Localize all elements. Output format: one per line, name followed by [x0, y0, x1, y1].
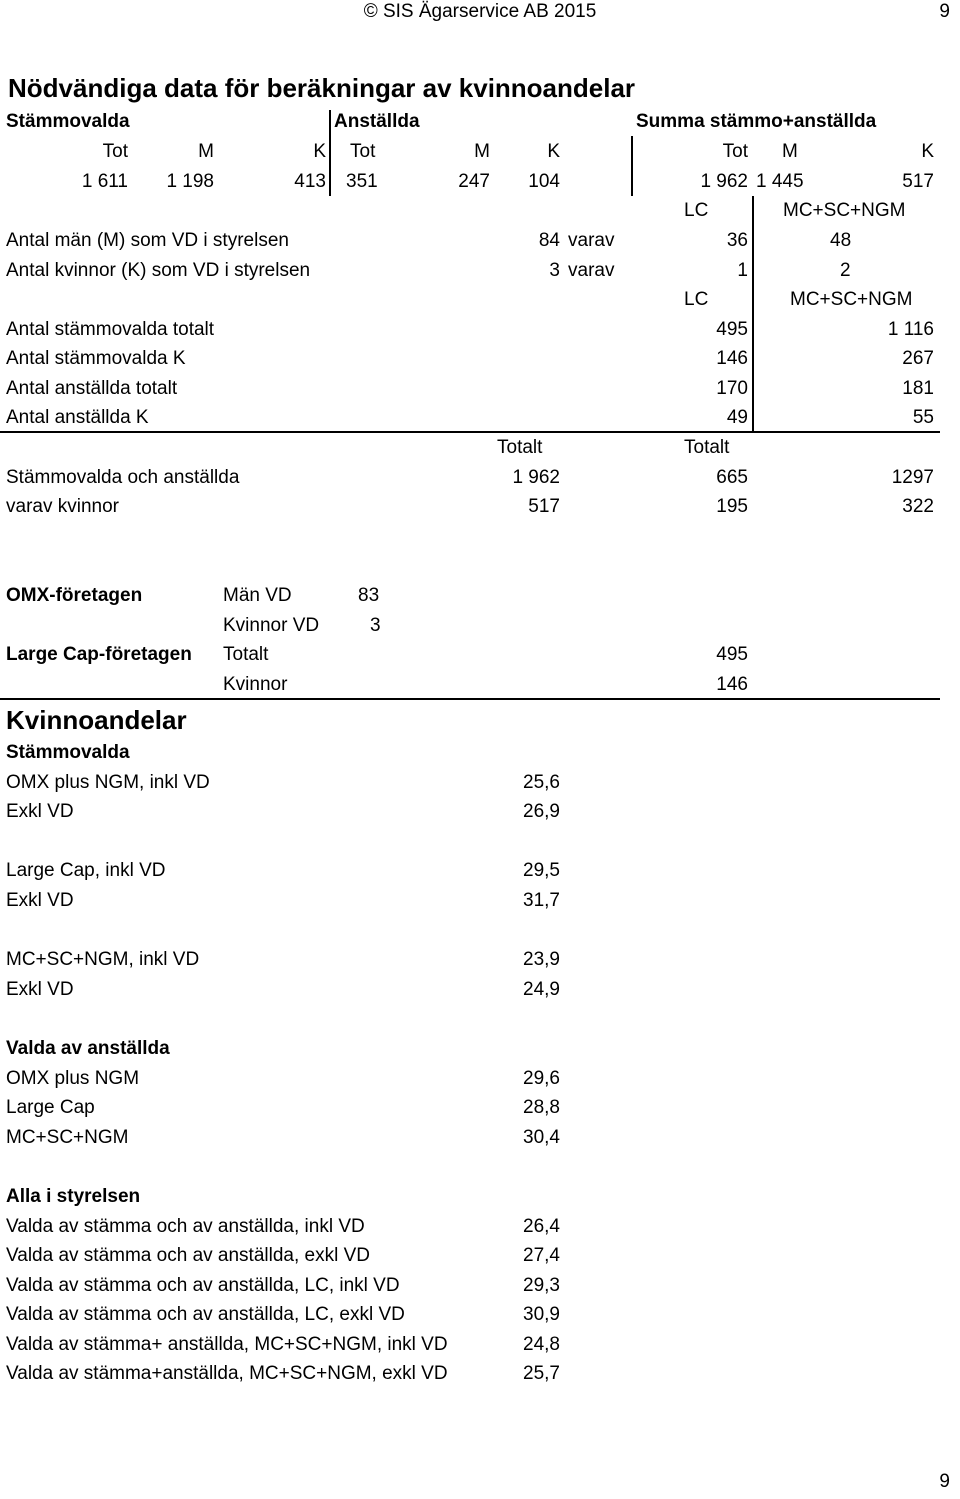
row-label: Exkl VD [6, 890, 74, 911]
cell: 26,9 [523, 801, 560, 822]
cell: 1 [737, 260, 748, 281]
col-m-summa: M [782, 141, 798, 162]
row-label: Valda av stämma och av anställda, inkl VD [6, 1216, 365, 1237]
cell: 247 [458, 171, 490, 192]
divider-summa [631, 136, 633, 196]
section-title: Kvinnoandelar [6, 705, 187, 735]
omx-label: OMX-företagen [6, 585, 143, 606]
cell: 25,6 [523, 772, 560, 793]
cell: 31,7 [523, 890, 560, 911]
row-label: Exkl VD [6, 979, 74, 1000]
page-title: Nödvändiga data för beräkningar av kvinnoandelar [8, 73, 636, 103]
row-label: Large Cap, inkl VD [6, 860, 166, 881]
page-number-bottom: 9 [939, 1471, 950, 1492]
row-label: Antal anställda K [6, 407, 149, 428]
row-label: Antal män (M) som VD i styrelsen [6, 230, 289, 251]
cell: 1 116 [887, 319, 934, 340]
col-tot: Tot [102, 141, 128, 162]
cell: 1 611 [81, 171, 128, 192]
cell: 322 [902, 496, 934, 517]
row-label: OMX plus NGM, inkl VD [6, 772, 210, 793]
col-tot-summa: Tot [722, 141, 748, 162]
cell: 49 [726, 407, 748, 428]
cell: 84 [538, 230, 560, 251]
row-label: Antal stämmovalda K [6, 348, 186, 369]
subsection-title: Valda av anställda [6, 1038, 170, 1059]
cell: 267 [902, 348, 934, 369]
col-m: M [198, 141, 214, 162]
cell: varav [568, 260, 615, 281]
cell: 29,5 [523, 860, 560, 881]
row-label: varav kvinnor [6, 496, 119, 517]
copyright-header: © SIS Ägarservice AB 2015 [363, 1, 597, 22]
row-label: MC+SC+NGM [6, 1127, 129, 1148]
cell: 517 [902, 171, 934, 192]
kvinnor-vd-label: Kvinnor VD [223, 615, 320, 636]
cell: 2 [840, 260, 851, 281]
page-number-top: 9 [939, 1, 950, 22]
col-k: K [313, 141, 326, 162]
row-label: Large Cap [6, 1097, 95, 1118]
divider-line [0, 431, 940, 433]
row-label: MC+SC+NGM, inkl VD [6, 949, 200, 970]
row-label: Valda av stämma och av anställda, exkl VD [6, 1245, 370, 1266]
cell: 55 [912, 407, 934, 428]
cell: 1 445 [756, 171, 804, 192]
totalt-header: Totalt [497, 437, 543, 458]
col-k-anst: K [547, 141, 560, 162]
row-label: Stämmovalda och anställda [6, 467, 240, 488]
divider-stammo [329, 110, 331, 196]
totalt-label: Totalt [223, 644, 269, 665]
cell: 3 [549, 260, 560, 281]
row-label: Valda av stämma+anställda, MC+SC+NGM, exkl VD [6, 1363, 448, 1384]
cell: 413 [294, 171, 326, 192]
cell: 29,3 [523, 1275, 560, 1296]
cell: 23,9 [523, 949, 560, 970]
cell: 146 [716, 348, 748, 369]
anstallda-header: Anställda [334, 111, 420, 132]
totalt-header: Totalt [684, 437, 730, 458]
large-cap-label: Large Cap-företagen [6, 644, 192, 665]
cell: 29,6 [523, 1068, 560, 1089]
cell: 30,4 [523, 1127, 560, 1148]
row-label: Exkl VD [6, 801, 74, 822]
lc-header: LC [684, 289, 709, 310]
cell: 24,9 [523, 979, 560, 1000]
cell: 170 [716, 378, 748, 399]
cell: 104 [528, 171, 560, 192]
row-label: Antal kvinnor (K) som VD i styrelsen [6, 260, 311, 281]
man-vd-value: 83 [358, 585, 380, 606]
cell: 1 962 [700, 171, 748, 192]
summa-header: Summa stämmo+anställda [636, 111, 877, 132]
cell: 181 [902, 378, 934, 399]
cell: 351 [346, 171, 378, 192]
cell: 30,9 [523, 1304, 560, 1325]
cell: 1 962 [512, 467, 560, 488]
cell: 48 [830, 230, 852, 251]
cell: 27,4 [523, 1245, 560, 1266]
kvinnor-vd-value: 3 [370, 615, 381, 636]
row-label: Valda av stämma och av anställda, LC, inkl VD [6, 1275, 400, 1296]
cell: 26,4 [523, 1216, 560, 1237]
row-label: Antal anställda totalt [6, 378, 178, 399]
cell: 1297 [891, 467, 934, 488]
row-label: Antal stämmovalda totalt [6, 319, 215, 340]
row-label: Valda av stämma och av anställda, LC, exkl VD [6, 1304, 405, 1325]
col-m-anst: M [474, 141, 490, 162]
divider-lc [752, 196, 754, 286]
man-vd-label: Män VD [223, 585, 292, 606]
cell: 25,7 [523, 1363, 560, 1384]
cell: 495 [716, 319, 748, 340]
cell: 36 [726, 230, 748, 251]
cell: varav [568, 230, 615, 251]
mc-header: MC+SC+NGM [790, 289, 913, 310]
divider-line [0, 698, 940, 700]
stammovalda-header: Stämmovalda [6, 111, 130, 132]
cell: 517 [528, 496, 560, 517]
cell: 28,8 [523, 1097, 560, 1118]
kvinnor-label: Kvinnor [223, 674, 288, 695]
mc-header: MC+SC+NGM [783, 200, 906, 221]
cell: 195 [716, 496, 748, 517]
row-label: OMX plus NGM [6, 1068, 140, 1089]
cell: 665 [716, 467, 748, 488]
row-label: Valda av stämma+ anställda, MC+SC+NGM, inkl VD [6, 1334, 448, 1355]
lc-header: LC [684, 200, 709, 221]
cell: 24,8 [523, 1334, 560, 1355]
subsection-title: Alla i styrelsen [6, 1186, 141, 1207]
col-k-summa: K [921, 141, 934, 162]
col-tot-anst: Tot [350, 141, 376, 162]
subsection-title: Stämmovalda [6, 742, 130, 763]
totalt-value: 495 [716, 644, 748, 665]
cell: 1 198 [166, 171, 214, 192]
kvinnor-value: 146 [716, 674, 748, 695]
divider-lc2 [752, 286, 754, 432]
